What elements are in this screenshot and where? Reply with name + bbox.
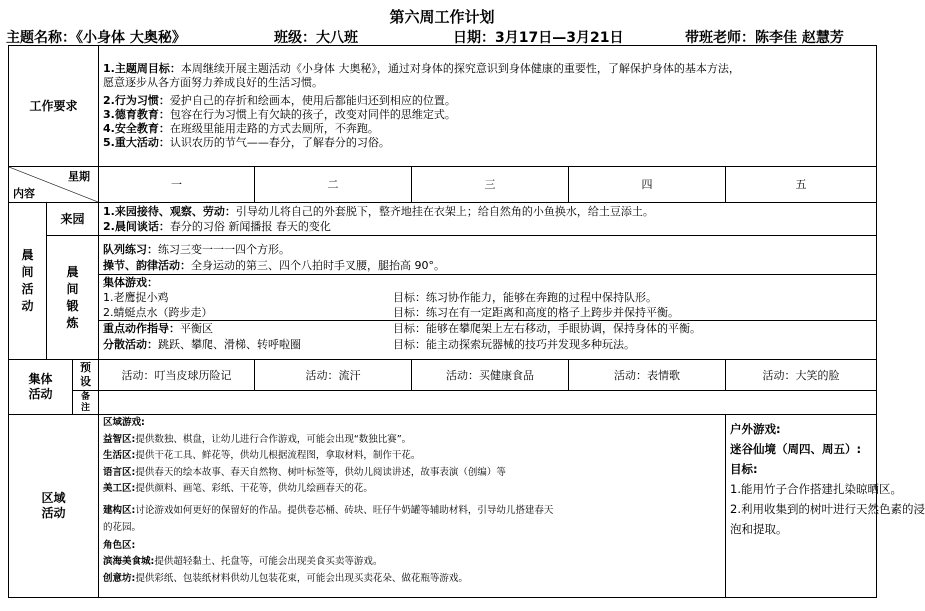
zone-text: 讨论游戏如何更好的保留好的作品。提供卷芯桶、砖块、旺仔牛奶罐等辅助材料，引导幼儿搭建春天 <box>135 504 554 516</box>
zone-text: 提供超轻黏土、托盘等，可能会出现美食买卖等游戏。 <box>154 556 383 567</box>
scattered-head: 分散活动： <box>103 338 159 351</box>
zone-head: 角色区: <box>103 539 136 551</box>
notes-text: 备注 <box>80 391 90 413</box>
arrival-content <box>99 203 877 236</box>
outdoor-goal: 1.能用竹子合作搭建扎染晾晒区。 <box>730 482 902 496</box>
req-head: 3.德育教育： <box>103 108 170 121</box>
exercise-content <box>99 236 877 360</box>
area-activity-text: 区域活动 <box>41 491 66 520</box>
work-requirements-content <box>99 46 877 167</box>
focus-head: 重点动作指导： <box>103 322 181 335</box>
arrival-head: 2.晨间谈话： <box>103 220 170 233</box>
exercise-focus-block <box>99 321 876 353</box>
work-requirements-label: 工作要求 <box>9 46 99 167</box>
corner-content: 内容 <box>13 187 35 200</box>
notes-content <box>99 391 877 415</box>
theme-name: 主题名称：《小身体 大奥秘》 <box>6 30 186 46</box>
req-head: 5.重大活动： <box>103 136 170 149</box>
zone-head: 创意坊: <box>103 572 136 584</box>
focus-goal: 目标：能够在攀爬架上左右移动，手眼协调，保持身体的平衡。 <box>393 322 702 335</box>
group-activity-fri: 活动：大笑的脸 <box>726 360 877 391</box>
zone-head: 益智区: <box>103 433 136 445</box>
group-activity-thu: 活动：表情歌 <box>569 360 726 391</box>
preset-text: 预设 <box>80 361 91 388</box>
exercise-formation-block <box>99 242 876 275</box>
header-info <box>6 27 919 46</box>
zone-text: 提供干花工具、鲜花等，供幼儿根据流程图，拿取材料，制作干花。 <box>135 450 421 461</box>
req-text: 认识农历的节气——春分，了解春分的习俗。 <box>169 136 390 149</box>
zone-head: 美工区: <box>103 483 136 494</box>
weekly-plan-table <box>8 45 925 598</box>
exercise-games-block <box>99 275 876 321</box>
req-text: 本周继续开展主题活动《小身体 大奥秘》，通过对身体的探究意识到身体健康的重要性，了解保护身体的基本方法， <box>180 62 740 75</box>
exercise-text: 晨间锻炼 <box>66 264 79 330</box>
req-text: 爱护自己的存折和绘画本，使用后都能归还到相应的位置。 <box>169 94 456 107</box>
group-activity-text: 集体活动 <box>28 372 53 401</box>
outdoor-goal-label: 目标: <box>730 462 758 476</box>
rhythm-head: 操节、韵律活动： <box>103 259 192 272</box>
zone-text: 提供彩纸、包装纸材料供幼儿包装花束，可能会出现买卖花朵、做花瓶等游戏。 <box>135 572 468 584</box>
class-name: 班级：大八班 <box>274 30 358 46</box>
req-text: 在班级里能用走路的方式去厕所，不奔跑。 <box>169 122 379 135</box>
area-zones-content <box>99 415 726 598</box>
arrival-label: 来园 <box>47 203 99 236</box>
corner-weekday: 星期 <box>68 170 91 183</box>
teachers: 带班老师：陈李佳 赵慧芳 <box>685 30 844 46</box>
date-range: 日期：3月17日—3月21日 <box>453 30 624 46</box>
focus-text: 平衡区 <box>180 322 214 335</box>
weekday-fri: 五 <box>726 167 877 203</box>
group-activity-wed: 活动：买健康食品 <box>412 360 569 391</box>
group-activity-label <box>9 360 73 415</box>
outdoor-game-name: 迷谷仙境（周四、周五）: <box>730 442 862 456</box>
formation-head: 队列练习： <box>103 243 159 256</box>
game-name: 2.蜻蜓点水（跨步走） <box>103 306 213 319</box>
arrival-head: 1.来园接待、观察、劳动： <box>103 205 236 218</box>
exercise-label <box>47 236 99 360</box>
zone-text: 提供春天的绘本故事、春天自然物、树叶标签等，供幼儿阅读讲述，故事表演（创编）等 <box>135 466 506 478</box>
req-head: 2.行为习惯： <box>103 94 170 107</box>
zone-head: 语言区: <box>103 466 136 478</box>
group-activity-mon: 活动：叮当皮球历险记 <box>99 360 255 391</box>
game-goal: 目标：练习协作能力，能够在奔跑的过程中保持队形。 <box>393 291 658 304</box>
group-activity-tue: 活动：流汗 <box>255 360 412 391</box>
scattered-text: 跳跃、攀爬、滑梯、转呼啦圈 <box>158 338 302 351</box>
zone-head: 建构区: <box>103 504 136 516</box>
rhythm-text: 全身运动的第三、四个八拍时手叉腰，腿抬高 90°。 <box>191 259 446 272</box>
weekday-corner-cell <box>9 167 99 203</box>
game-name: 1.老鹰捉小鸡 <box>103 291 169 304</box>
weekday-wed: 三 <box>412 167 569 203</box>
game-goal: 目标：练习在有一定距离和高度的格子上跨步并保持平衡。 <box>393 306 680 319</box>
req-text: 包容在行为习惯上有欠缺的孩子，改变对同伴的思维定式。 <box>169 108 456 121</box>
weekday-thu: 四 <box>569 167 726 203</box>
weekday-tue: 二 <box>255 167 412 203</box>
outdoor-heading: 户外游戏: <box>730 422 781 436</box>
zone-text: 的花园。 <box>103 522 142 533</box>
zone-head: 生活区: <box>103 450 136 461</box>
notes-label <box>73 391 99 415</box>
area-heading: 区域游戏: <box>103 417 145 428</box>
outdoor-game-content <box>726 415 925 598</box>
scattered-goal: 目标：能主动探索玩器械的技巧并发现多种玩法。 <box>393 338 636 351</box>
preset-label <box>73 360 99 391</box>
outdoor-goal: 2.利用收集到的树叶进行天然色素的浸 <box>730 502 925 516</box>
formation-text: 练习三变一一一四个方形。 <box>158 243 291 256</box>
zone-text: 提供数独、棋盘，让幼儿进行合作游戏，可能会出现“数独比赛”。 <box>135 433 412 445</box>
arrival-text: 春分的习俗 新闻播报 春天的变化 <box>169 220 331 233</box>
outdoor-goal: 泡和提取。 <box>730 522 788 536</box>
area-activity-label <box>9 415 99 598</box>
req-text: 愿意逐步从各方面努力养成良好的生活习惯。 <box>103 76 324 89</box>
arrival-text: 引导幼儿将自己的外套脱下，整齐地挂在衣架上；给自然角的小鱼换水，给土豆添土。 <box>235 205 654 218</box>
weekday-mon: 一 <box>99 167 255 203</box>
zone-head: 滨海美食城: <box>103 556 155 567</box>
games-head: 集体游戏： <box>103 276 159 289</box>
req-head: 1.主题周目标： <box>103 62 181 75</box>
page-title: 第六周工作计划 <box>389 8 495 26</box>
morning-activity-text: 晨间活动 <box>21 248 34 313</box>
zone-text: 提供颜料、画笔、彩纸、干花等，供幼儿绘画春天的花。 <box>135 483 373 494</box>
req-head: 4.安全教育： <box>103 122 170 135</box>
morning-activity-label <box>9 203 47 360</box>
